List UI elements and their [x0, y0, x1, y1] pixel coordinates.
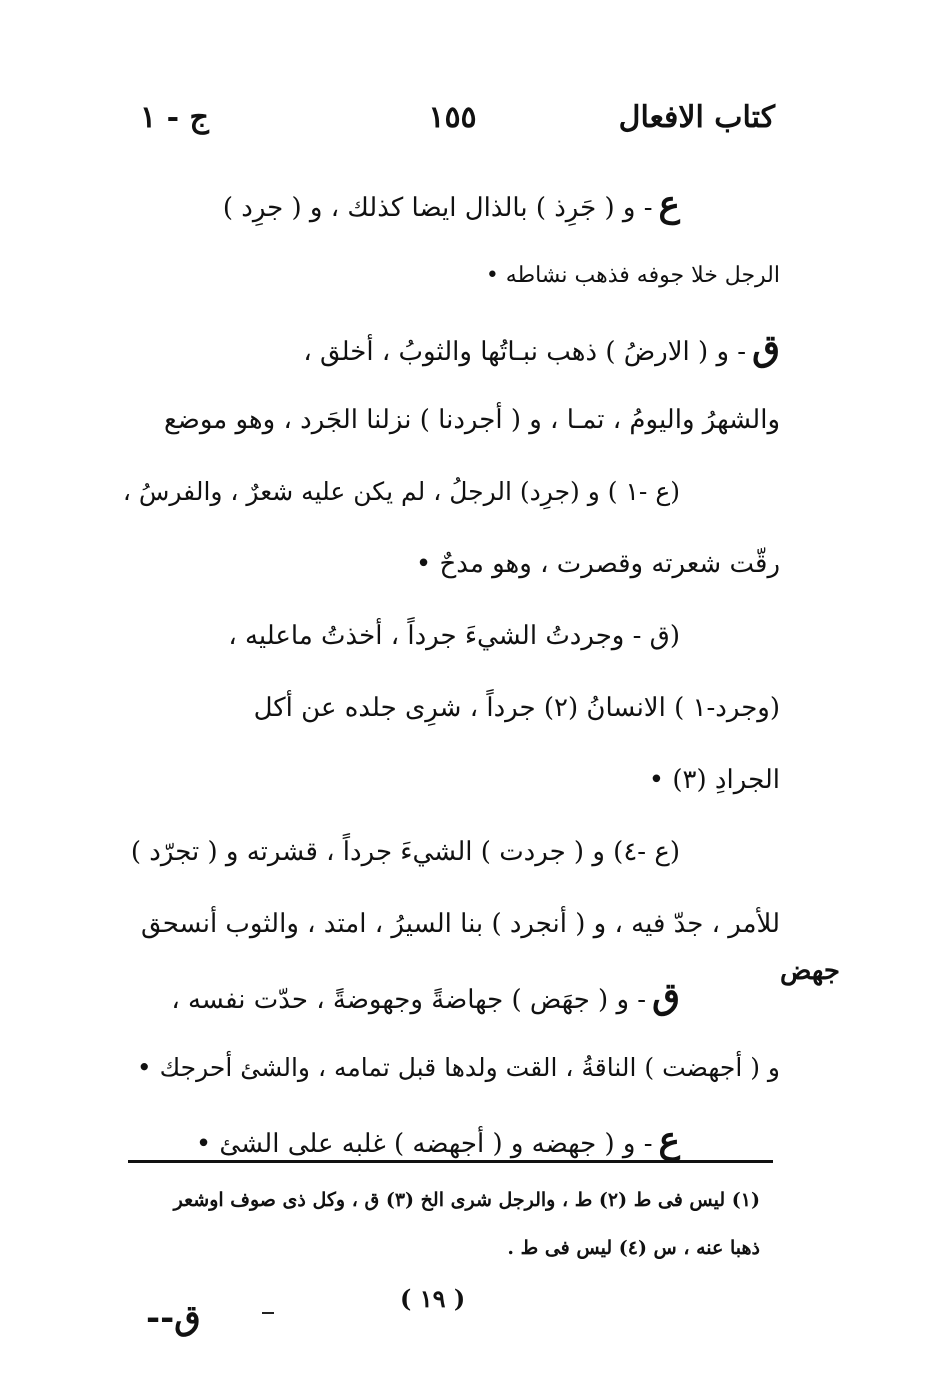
line-text: الجرادِ (٣) •	[648, 765, 780, 795]
text-line	[122, 456, 780, 528]
footnote-rule	[128, 1160, 773, 1163]
line-text: - و ( جَرِذ ) بالذال ايضا كذلك ، و ( جرِد )	[222, 193, 653, 223]
main-text	[122, 168, 780, 1176]
margin-headword: جهض	[780, 956, 840, 986]
signature-mark: ( ١٩ )	[400, 1284, 466, 1313]
line-text: والشهرُ واليومُ ، تمـا ، و ( أجردنا ) نزلنا الجَرد ، وهو موضع	[163, 405, 780, 435]
line-text: (ع -١ ) و (جرِد) الرجلُ ، لم يكن عليه شعرٌ ، والفرسُ ،	[122, 477, 680, 506]
source-siglum: ق	[652, 975, 680, 1017]
line-text: و ( أجهضت ) الناقةُ ، القت ولدها قبل تمامه ، والشئ أحرجك •	[136, 1053, 780, 1082]
page-number: ١٥٥	[428, 100, 477, 135]
text-line	[122, 168, 780, 240]
text-line	[122, 1032, 780, 1104]
text-line	[122, 600, 780, 672]
footnote-line: ذهبا عنه ، س (٤) ليس فى ط .	[507, 1237, 760, 1259]
text-line	[122, 816, 780, 888]
source-siglum: ق	[752, 327, 780, 369]
text-line	[122, 240, 780, 312]
page-header	[130, 100, 775, 150]
line-text: - و ( جهَض ) جهاضةً وجهوضةً ، حدّت نفسه ،	[171, 985, 647, 1015]
text-line	[122, 1104, 780, 1176]
running-title: كتاب الافعال	[618, 100, 775, 135]
text-line	[122, 744, 780, 816]
text-line	[122, 672, 780, 744]
footnote-line: (١) ليس فى ط (٢) ط ، والرجل شرى الخ (٣) ق ، وكل ذى صوف اوشعر	[173, 1189, 760, 1211]
text-line	[122, 528, 780, 600]
stray-mark	[262, 1312, 274, 1314]
text-line	[122, 960, 780, 1032]
line-text: (وجرد-١ ) الانسانُ (٢) جرداً ، شرِى جلده عن أكل	[253, 693, 780, 723]
line-text: (ع -٤) و ( جردت ) الشيءَ جرداً ، قشرته و ( تجرّد )	[130, 837, 680, 867]
source-siglum: ع	[658, 1119, 680, 1161]
catchword: ق--	[146, 1298, 201, 1338]
source-siglum: ع	[658, 183, 680, 225]
line-text: (ق - وجردتُ الشيءَ جرداً ، أخذتُ ماعليه ،	[228, 621, 680, 651]
line-text: - و ( الارضُ ) ذهب نبـاتُها والثوبُ ، أخلق ،	[303, 337, 747, 367]
text-line	[122, 312, 780, 384]
footnotes	[120, 1176, 760, 1272]
line-text: - و ( جهضه و ( أجهضه ) غلبه على الشئ •	[195, 1129, 653, 1159]
text-line	[122, 888, 780, 960]
volume-label: ج - ١	[140, 100, 209, 135]
line-text: للأمر ، جدّ فيه ، و ( أنجرد ) بنا السيرُ ، امتد ، والثوب أنسحق	[141, 909, 780, 939]
line-text: رقّت شعرته وقصرت ، وهو مدحٌ •	[415, 549, 780, 579]
line-text: الرجل خلا جوفه فذهب نشاطه •	[485, 263, 780, 288]
text-line	[122, 384, 780, 456]
